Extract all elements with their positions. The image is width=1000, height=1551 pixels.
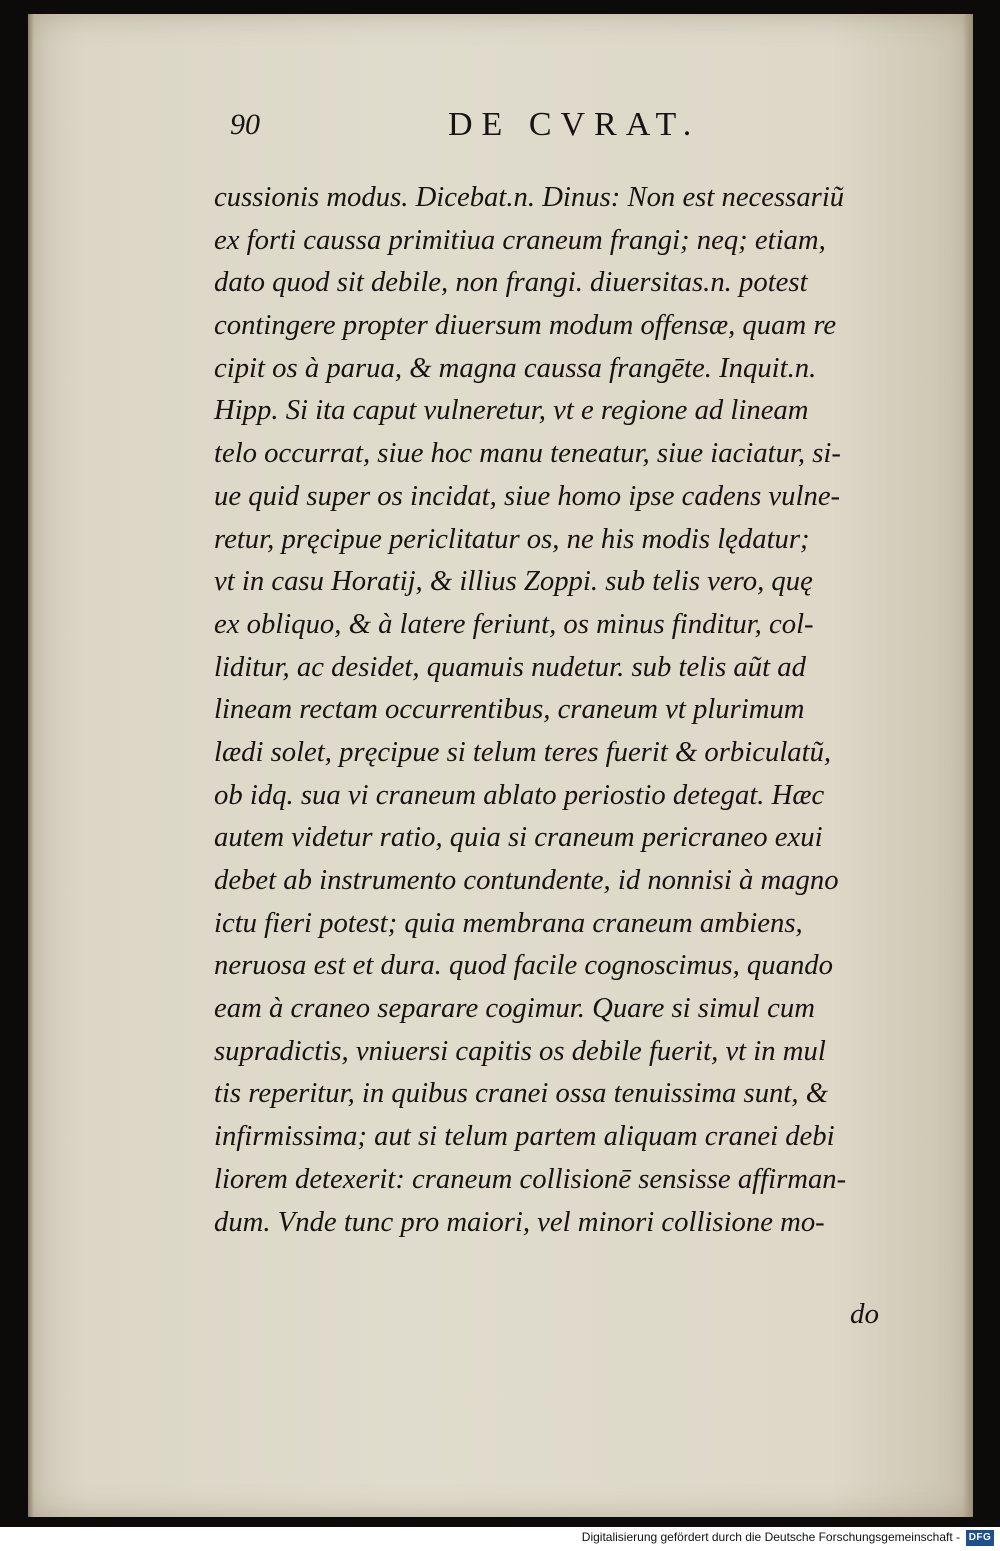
text-line: ue quid super os incidat, siue homo ipse cadens vulne- [214,479,841,512]
page-edge-left [28,14,34,1517]
text-line: cussionis modus. Dicebat.n. Dinus: Non est necessariũ [214,181,845,213]
funding-credit: Digitalisierung gefördert durch die Deutsche Forschungsgemeinschaft - [581,1530,960,1544]
page-edge-right [963,14,973,1517]
text-line: debet ab instrumento contundente, id nonnisi à magno [214,864,839,896]
text-line: autem videtur ratio, quia si craneum pericraneo exui [214,821,823,854]
text-line: Hipp. Si ita caput vulneretur, vt e regione ad lineam [214,394,809,427]
text-line: dum. Vnde tunc pro maiori, vel minori collisione mo- [214,1205,825,1238]
running-head-title: DE CVRAT. [448,106,701,143]
text-line: retur, pręcipue periclitatur os, ne his modis lędatur; [214,522,810,555]
text-line: telo occurrat, siue hoc manu teneatur, siue iaciatur, si- [214,437,841,470]
digitization-footer [0,1527,1000,1551]
running-head [230,108,930,152]
text-line: lineam rectam occurrentibus, craneum vt plurimum [214,693,805,726]
text-line: ex obliquo, & à latere feriunt, os minus finditur, col- [214,607,814,640]
text-line: liorem detexerit: craneum collisionē sensisse affirman- [214,1162,847,1195]
text-line: cipit os à parua, & magna caussa frangēte. Inquit.n. [214,351,817,384]
text-line: supradictis, vniuersi capitis os debile fuerit, vt in mul [214,1034,826,1067]
text-line: neruosa est et dura. quod facile cognoscimus, quando [214,949,833,982]
text-line: liditur, ac desidet, quamuis nudetur. sub telis aũt ad [214,650,806,683]
text-line: ob idq. sua vi craneum ablato periostio detegat. Hæc [214,778,825,811]
text-line: dato quod sit debile, non frangi. diuersitas.n. potest [214,266,808,299]
text-line: eam à craneo separare cogimur. Quare si simul cum [214,992,815,1025]
text-line: ictu fieri potest; quia membrana craneum ambiens, [214,906,803,939]
text-line: infirmissima; aut si telum partem aliquam cranei debi [214,1120,835,1153]
catchword: do [850,1298,879,1330]
text-line: contingere propter diuersum modum offensæ, quam re [214,309,837,342]
dfg-logo: DFG [966,1530,994,1546]
text-line: ex forti caussa primitiua craneum frangi; neq; etiam, [214,223,826,256]
body-text [214,176,944,1243]
text-line: lædi solet, pręcipue si telum teres fuerit & orbiculatũ, [214,735,832,768]
text-line: tis reperitur, in quibus cranei ossa tenuissima sunt, & [214,1077,829,1110]
text-line: vt in casu Horatij, & illius Zoppi. sub telis vero, quę [214,565,813,598]
page-number: 90 [230,108,260,141]
